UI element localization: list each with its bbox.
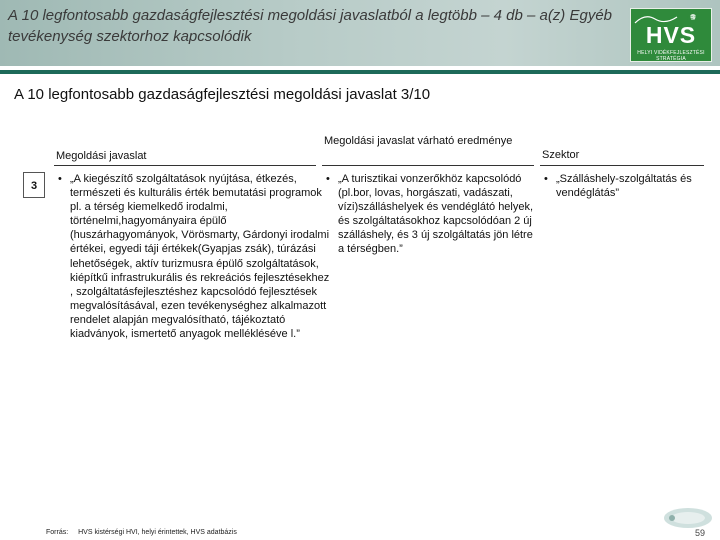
corner-logo-icon xyxy=(662,506,714,530)
logo-badge: FEJV xyxy=(687,16,700,22)
row-number: 3 xyxy=(23,172,45,198)
column-header-proposal: Megoldási javaslat xyxy=(56,150,147,162)
column-header-result: Megoldási javaslat várható eredménye xyxy=(324,135,513,147)
proposal-text: „A kiegészítő szolgáltatások nyújtása, étkezés, természeti és kulturális érték bemutatási programok pl. a térség kiemelkedő irodalmi, történelmi,hagyományaira épülő (huszárhagyományok, Vörösmarty, Gárdonyi irodalmi értékei, egyedi táji értékek(Gyapjas zsák), túrázási lehetőségek, aktív turizmusra épülő szolgáltatások, kiépítkű infrastrukurális és rekreációs fejlesztésekhez , szolgáltatásfejlesztéshez kapcsolódó fejlesztések megvalósításával, ezen tevékenységhez alkalmazott rendelet alapján megvalósítható, tájékoztató kiadványok, ismertető anyagok mellékléséve l.” xyxy=(70,173,330,341)
column-header-sector: Szektor xyxy=(542,149,580,161)
bullet-icon: • xyxy=(58,173,62,185)
header-rule-proposal xyxy=(54,165,316,166)
sector-cell xyxy=(544,172,704,200)
section-title: A 10 legfontosabb gazdaságfejlesztési megoldási javaslat 3/10 xyxy=(14,86,431,103)
result-cell xyxy=(326,172,538,257)
logo-tagline: HELYI VIDÉKFEJLESZTÉSI STRATÉGIA xyxy=(637,50,705,62)
sector-text: „Szálláshely-szolgáltatás és vendéglátás” xyxy=(556,173,692,200)
bullet-icon: • xyxy=(544,173,548,185)
header-rule-result xyxy=(322,165,534,166)
logo-text: HVS xyxy=(645,22,697,48)
source-label: Forrás: xyxy=(46,529,69,536)
hvs-logo xyxy=(630,8,712,62)
source-note xyxy=(46,529,237,536)
header-banner xyxy=(0,0,720,66)
bullet-icon: • xyxy=(326,173,330,185)
page-number: 59 xyxy=(695,528,706,538)
source-text: HVS kistérségi HVI, helyi érintettek, HVS adatbázis xyxy=(78,529,237,536)
page-header-title: A 10 legfontosabb gazdaságfejlesztési megoldási javaslatból a legtöbb – 4 db – a(z) Egyéb tevékenység szektorhoz kapcsolódik xyxy=(8,7,613,45)
result-text: „A turisztikai vonzerőkhöz kapcsolódó (pl.bor, lovas, horgászati, vadászati, vízi)szálláshelyek és vendéglátó helyek, és szolgáltatásokhoz kapcsolódóan 2 új szálláshely, és 3 új szolgáltatás jön létre a térségben.” xyxy=(338,173,534,256)
header-rule-sector xyxy=(540,165,704,166)
proposal-cell xyxy=(58,172,330,341)
header-divider xyxy=(0,70,720,74)
